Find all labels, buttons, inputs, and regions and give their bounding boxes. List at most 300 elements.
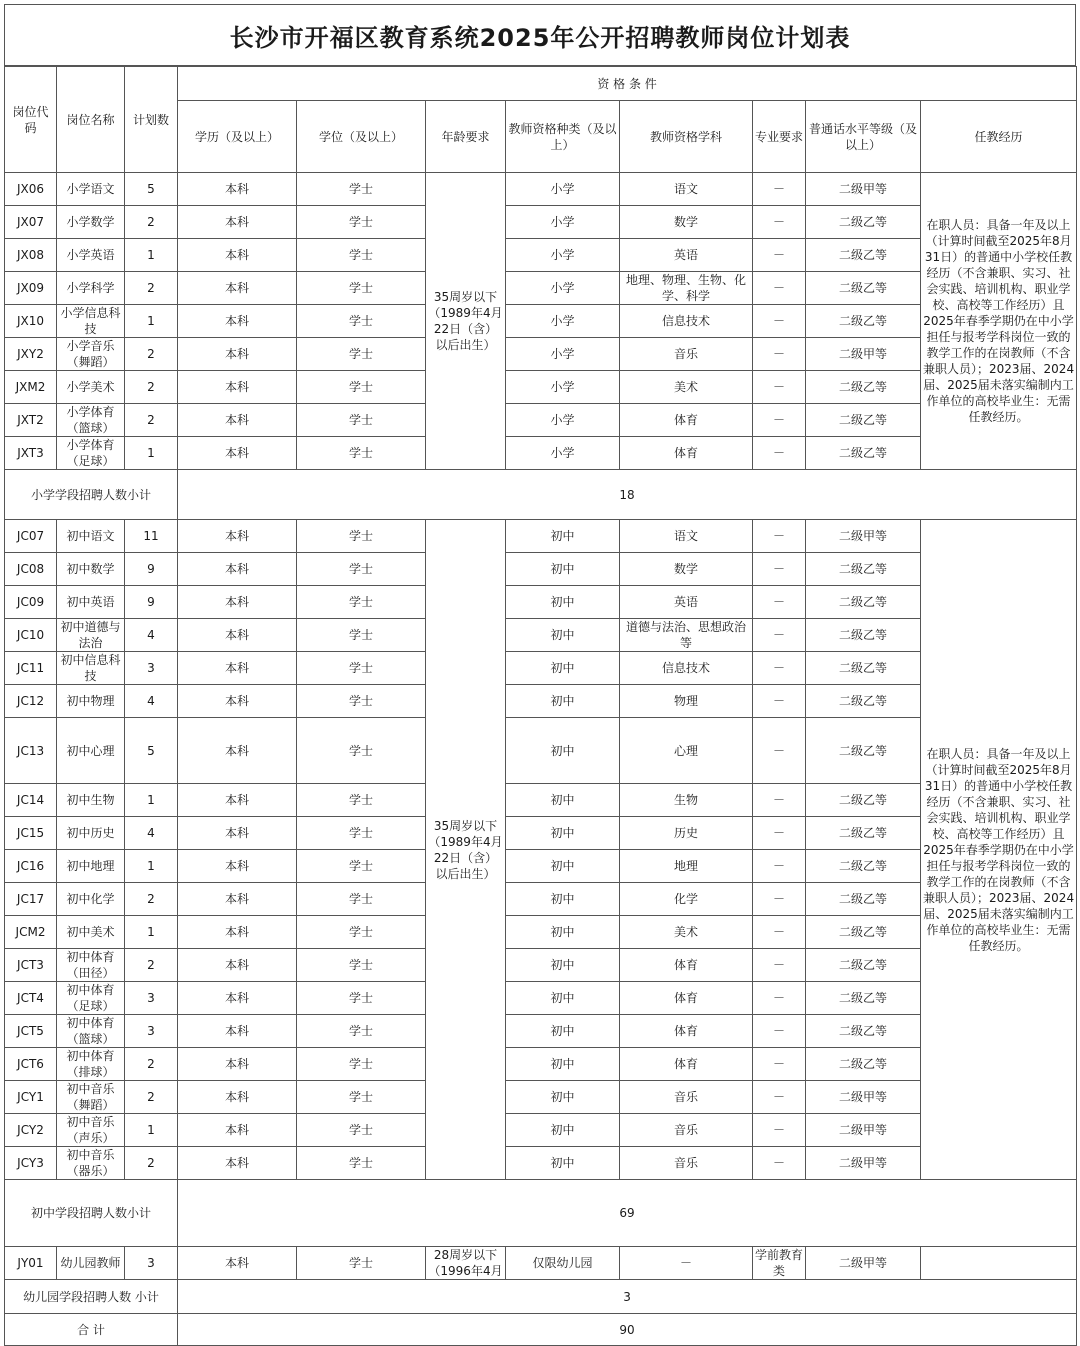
table-row [5,982,1077,1015]
cell-cert-type: 初中 [506,586,620,619]
cell-education: 本科 [178,1247,297,1280]
middle-subtotal [5,1180,1077,1247]
cell-mandarin: 二级甲等 [806,1247,921,1280]
cell-education: 本科 [178,916,297,949]
cell-cert-subject: 道德与法治、思想政治等 [620,619,753,652]
cell-mandarin: 二级乙等 [806,916,921,949]
cell-education: 本科 [178,619,297,652]
cell-cert-type: 初中 [506,1048,620,1081]
cell-cert-subject: 历史 [620,817,753,850]
table-row [5,1147,1077,1180]
cell-count: 1 [125,1114,178,1147]
cell-degree: 学士 [297,1048,426,1081]
cell-education: 本科 [178,371,297,404]
cell-mandarin: 二级乙等 [806,619,921,652]
cell-name: 初中音乐（器乐） [57,1147,125,1180]
table-row [5,1114,1077,1147]
cell-education: 本科 [178,1114,297,1147]
cell-education: 本科 [178,404,297,437]
cell-mandarin: 二级甲等 [806,1081,921,1114]
cell-mandarin: 二级乙等 [806,1015,921,1048]
cell-code: JCT6 [5,1048,57,1081]
table-row [5,718,1077,784]
cell-education: 本科 [178,553,297,586]
table-row [5,850,1077,883]
primary-section [5,173,1077,470]
middle-subtotal-value: 69 [178,1180,1077,1247]
cell-cert-subject: 体育 [620,982,753,1015]
cell-code: JC13 [5,718,57,784]
cell-degree: 学士 [297,305,426,338]
cell-degree: 学士 [297,916,426,949]
cell-cert-type: 小学 [506,404,620,437]
cell-cert-subject: 英语 [620,586,753,619]
cell-code: JX06 [5,173,57,206]
cell-cert-type: 小学 [506,272,620,305]
cell-code: JC07 [5,520,57,553]
cell-cert-subject: 英语 [620,239,753,272]
table-row [5,371,1077,404]
cell-count: 2 [125,272,178,305]
cell-mandarin: 二级乙等 [806,305,921,338]
cell-degree: 学士 [297,1114,426,1147]
header-code: 岗位代码 [5,67,57,173]
kindergarten-section [5,1247,1077,1346]
cell-name: 初中化学 [57,883,125,916]
cell-count: 1 [125,850,178,883]
cell-education: 本科 [178,239,297,272]
cell-code: JX09 [5,272,57,305]
cell-name: 初中音乐（声乐） [57,1114,125,1147]
cell-experience: 在职人员：具备一年及以上（计算时间截至2025年8月31日）的普通中小学校任教经历（不含兼职、实习、社会实践、培训机构、职业学校、高校等工作经历）且2025年春季学期仍在中小学担任与报考学科岗位一致的教学工作的在岗教师（不含兼职人员）；2023届、2024届、2025届未落实编制内工作单位的高校毕业生：无需任教经历。 [921,520,1077,1180]
cell-cert-subject: 信息技术 [620,652,753,685]
cell-education: 本科 [178,338,297,371]
cell-cert-type: 小学 [506,173,620,206]
header-mandarin: 普通话水平等级（及以上） [806,101,921,173]
cell-degree: 学士 [297,1081,426,1114]
cell-mandarin: 二级乙等 [806,817,921,850]
page-title: 长沙市开福区教育系统2025年公开招聘教师岗位计划表 [4,4,1076,66]
cell-name: 初中体育（足球） [57,982,125,1015]
table-row [5,305,1077,338]
cell-name: 初中体育（篮球） [57,1015,125,1048]
header-major: 专业要求 [753,101,806,173]
cell-degree: 学士 [297,982,426,1015]
cell-mandarin: 二级乙等 [806,404,921,437]
cell-major: － [753,520,806,553]
cell-count: 9 [125,553,178,586]
cell-degree: 学士 [297,718,426,784]
cell-education: 本科 [178,1147,297,1180]
cell-code: JCM2 [5,916,57,949]
cell-degree: 学士 [297,784,426,817]
cell-count: 2 [125,1147,178,1180]
cell-mandarin: 二级甲等 [806,520,921,553]
cell-major: － [753,652,806,685]
cell-degree: 学士 [297,371,426,404]
cell-name: 小学英语 [57,239,125,272]
cell-count: 2 [125,1048,178,1081]
cell-cert-type: 仅限幼儿园 [506,1247,620,1280]
cell-cert-subject: 信息技术 [620,305,753,338]
table-row [5,949,1077,982]
header-experience: 任教经历 [921,101,1077,173]
cell-major: － [753,1015,806,1048]
cell-count: 4 [125,619,178,652]
cell-code: JCY1 [5,1081,57,1114]
cell-degree: 学士 [297,685,426,718]
cell-major: － [753,784,806,817]
table-row [5,916,1077,949]
table-row [5,1247,1077,1280]
cell-cert-subject: 体育 [620,1015,753,1048]
cell-cert-type: 初中 [506,982,620,1015]
cell-major: － [753,817,806,850]
cell-cert-subject: 美术 [620,916,753,949]
cell-cert-type: 初中 [506,553,620,586]
total-label: 合 计 [5,1314,178,1346]
cell-code: JCT5 [5,1015,57,1048]
cell-count: 1 [125,916,178,949]
cell-cert-type: 初中 [506,784,620,817]
cell-education: 本科 [178,173,297,206]
table-row [5,652,1077,685]
cell-name: 小学信息科技 [57,305,125,338]
table-row [5,619,1077,652]
cell-name: 初中道德与法治 [57,619,125,652]
cell-cert-type: 小学 [506,206,620,239]
cell-degree: 学士 [297,173,426,206]
cell-cert-subject: 数学 [620,206,753,239]
cell-name: 初中数学 [57,553,125,586]
cell-cert-type: 初中 [506,1147,620,1180]
cell-code: JXT3 [5,437,57,470]
cell-count: 2 [125,1081,178,1114]
cell-code: JCT3 [5,949,57,982]
cell-mandarin: 二级乙等 [806,1048,921,1081]
header-qualifications: 资 格 条 件 [178,67,1077,101]
table-row [5,173,1077,206]
cell-major: － [753,685,806,718]
cell-code: JC10 [5,619,57,652]
cell-degree: 学士 [297,1147,426,1180]
cell-cert-type: 初中 [506,1081,620,1114]
cell-cert-type: 初中 [506,685,620,718]
plan-table [4,66,1077,1346]
cell-cert-type: 初中 [506,883,620,916]
total-value: 90 [178,1314,1077,1346]
cell-major: － [753,1081,806,1114]
cell-degree: 学士 [297,1015,426,1048]
cell-mandarin: 二级乙等 [806,586,921,619]
cell-major: － [753,553,806,586]
cell-mandarin: 二级乙等 [806,437,921,470]
cell-code: JC08 [5,553,57,586]
cell-degree: 学士 [297,817,426,850]
cell-cert-type: 初中 [506,520,620,553]
cell-mandarin: 二级乙等 [806,272,921,305]
cell-cert-subject: 化学 [620,883,753,916]
plan-sheet [4,4,1076,1340]
cell-name: 小学体育（篮球） [57,404,125,437]
cell-education: 本科 [178,206,297,239]
cell-degree: 学士 [297,437,426,470]
cell-cert-type: 初中 [506,1015,620,1048]
cell-code: JC17 [5,883,57,916]
table-row [5,239,1077,272]
cell-count: 2 [125,371,178,404]
cell-count: 1 [125,437,178,470]
cell-education: 本科 [178,586,297,619]
cell-education: 本科 [178,1015,297,1048]
cell-name: 初中英语 [57,586,125,619]
cell-count: 5 [125,718,178,784]
cell-name: 初中地理 [57,850,125,883]
cell-cert-type: 初中 [506,718,620,784]
cell-education: 本科 [178,817,297,850]
cell-major: 学前教育类 [753,1247,806,1280]
cell-education: 本科 [178,437,297,470]
cell-experience: 在职人员：具备一年及以上（计算时间截至2025年8月31日）的普通中小学校任教经历（不含兼职、实习、社会实践、培训机构、职业学校、高校等工作经历）且2025年春季学期仍在中小学担任与报考学科岗位一致的教学工作的在岗教师（不含兼职人员）；2023届、2024届、2025届未落实编制内工作单位的高校毕业生：无需任教经历。 [921,173,1077,470]
cell-name: 小学美术 [57,371,125,404]
table-row [5,1081,1077,1114]
cell-code: JY01 [5,1247,57,1280]
cell-mandarin: 二级乙等 [806,784,921,817]
cell-count: 1 [125,239,178,272]
primary-subtotal [5,470,1077,520]
cell-mandarin: 二级乙等 [806,239,921,272]
header-age: 年龄要求 [426,101,506,173]
cell-major: － [753,338,806,371]
kindergarten-subtotal-label: 幼儿园学段招聘人数 小计 [5,1280,178,1314]
cell-cert-subject: 音乐 [620,1081,753,1114]
table-row [5,520,1077,553]
cell-name: 初中信息科技 [57,652,125,685]
cell-mandarin: 二级乙等 [806,206,921,239]
table-row [5,817,1077,850]
cell-count: 5 [125,173,178,206]
cell-major: － [753,272,806,305]
cell-degree: 学士 [297,338,426,371]
cell-education: 本科 [178,685,297,718]
cell-code: JC14 [5,784,57,817]
cell-degree: 学士 [297,206,426,239]
table-row [5,784,1077,817]
header-education: 学历（及以上） [178,101,297,173]
cell-cert-type: 小学 [506,239,620,272]
cell-education: 本科 [178,883,297,916]
cell-cert-subject: 体育 [620,404,753,437]
cell-code: JX08 [5,239,57,272]
cell-cert-subject: 体育 [620,1048,753,1081]
cell-cert-subject: 体育 [620,437,753,470]
table-row [5,437,1077,470]
cell-age: 28周岁以下（1996年4月 [426,1247,506,1280]
cell-education: 本科 [178,949,297,982]
cell-mandarin: 二级甲等 [806,1114,921,1147]
cell-name: 小学音乐（舞蹈） [57,338,125,371]
cell-code: JXT2 [5,404,57,437]
cell-mandarin: 二级乙等 [806,982,921,1015]
cell-count: 9 [125,586,178,619]
cell-name: 小学数学 [57,206,125,239]
cell-major: － [753,305,806,338]
cell-major: － [753,206,806,239]
cell-degree: 学士 [297,586,426,619]
cell-count: 3 [125,1247,178,1280]
cell-count: 3 [125,982,178,1015]
cell-education: 本科 [178,652,297,685]
cell-major: － [753,404,806,437]
primary-subtotal-value: 18 [178,470,1077,520]
cell-code: JCY2 [5,1114,57,1147]
cell-count: 2 [125,883,178,916]
cell-major: － [753,619,806,652]
cell-name: 小学体育（足球） [57,437,125,470]
cell-cert-subject: 数学 [620,553,753,586]
cell-degree: 学士 [297,652,426,685]
cell-name: 幼儿园教师 [57,1247,125,1280]
cell-count: 11 [125,520,178,553]
cell-education: 本科 [178,784,297,817]
cell-name: 初中心理 [57,718,125,784]
cell-code: JC12 [5,685,57,718]
cell-mandarin: 二级甲等 [806,338,921,371]
table-row [5,272,1077,305]
cell-mandarin: 二级乙等 [806,371,921,404]
cell-cert-subject: 生物 [620,784,753,817]
cell-code: JX10 [5,305,57,338]
cell-mandarin: 二级乙等 [806,949,921,982]
cell-mandarin: 二级乙等 [806,652,921,685]
table-row [5,553,1077,586]
cell-degree: 学士 [297,553,426,586]
table-row [5,586,1077,619]
cell-code: JC11 [5,652,57,685]
cell-major: － [753,1114,806,1147]
cell-degree: 学士 [297,404,426,437]
cell-major: － [753,850,806,883]
cell-degree: 学士 [297,949,426,982]
cell-count: 1 [125,305,178,338]
cell-cert-type: 初中 [506,949,620,982]
cell-degree: 学士 [297,883,426,916]
cell-code: JXM2 [5,371,57,404]
cell-degree: 学士 [297,619,426,652]
middle-section [5,520,1077,1180]
table-row [5,1048,1077,1081]
cell-major: － [753,718,806,784]
cell-degree: 学士 [297,1247,426,1280]
cell-count: 2 [125,404,178,437]
middle-subtotal-label: 初中学段招聘人数小计 [5,1180,178,1247]
cell-cert-type: 初中 [506,916,620,949]
cell-cert-subject: 音乐 [620,1147,753,1180]
header-count: 计划数 [125,67,178,173]
cell-major: － [753,437,806,470]
cell-cert-subject: － [620,1247,753,1280]
kindergarten-subtotal-value: 3 [178,1280,1077,1314]
cell-mandarin: 二级乙等 [806,883,921,916]
cell-experience [921,1247,1077,1280]
header-cert-type: 教师资格种类（及以上） [506,101,620,173]
cell-cert-type: 初中 [506,652,620,685]
cell-degree: 学士 [297,239,426,272]
cell-name: 初中历史 [57,817,125,850]
cell-cert-subject: 地理 [620,850,753,883]
cell-cert-type: 初中 [506,817,620,850]
cell-education: 本科 [178,1081,297,1114]
table-row [5,685,1077,718]
cell-name: 初中体育（排球） [57,1048,125,1081]
cell-education: 本科 [178,305,297,338]
cell-count: 4 [125,817,178,850]
cell-name: 初中体育（田径） [57,949,125,982]
cell-cert-type: 初中 [506,850,620,883]
cell-major: － [753,586,806,619]
cell-code: JC15 [5,817,57,850]
cell-major: － [753,173,806,206]
cell-name: 初中物理 [57,685,125,718]
header-name: 岗位名称 [57,67,125,173]
cell-name: 小学语文 [57,173,125,206]
cell-name: 初中生物 [57,784,125,817]
cell-cert-type: 小学 [506,437,620,470]
cell-cert-subject: 音乐 [620,1114,753,1147]
cell-code: JC16 [5,850,57,883]
cell-count: 2 [125,338,178,371]
cell-name: 初中美术 [57,916,125,949]
cell-name: 初中语文 [57,520,125,553]
cell-education: 本科 [178,982,297,1015]
cell-cert-subject: 地理、物理、生物、化学、科学 [620,272,753,305]
primary-subtotal-label: 小学学段招聘人数小计 [5,470,178,520]
cell-major: － [753,1147,806,1180]
cell-cert-type: 小学 [506,371,620,404]
cell-count: 4 [125,685,178,718]
cell-major: － [753,883,806,916]
cell-cert-type: 小学 [506,338,620,371]
cell-degree: 学士 [297,850,426,883]
cell-mandarin: 二级甲等 [806,1147,921,1180]
cell-cert-subject: 物理 [620,685,753,718]
cell-cert-subject: 语文 [620,520,753,553]
cell-degree: 学士 [297,272,426,305]
cell-mandarin: 二级乙等 [806,553,921,586]
cell-cert-subject: 心理 [620,718,753,784]
cell-count: 3 [125,652,178,685]
table-row [5,404,1077,437]
cell-code: JXY2 [5,338,57,371]
cell-mandarin: 二级甲等 [806,173,921,206]
cell-education: 本科 [178,520,297,553]
table-row [5,1015,1077,1048]
cell-name: 初中音乐（舞蹈） [57,1081,125,1114]
cell-count: 2 [125,949,178,982]
cell-code: JCT4 [5,982,57,1015]
cell-count: 3 [125,1015,178,1048]
cell-major: － [753,916,806,949]
cell-mandarin: 二级乙等 [806,850,921,883]
cell-major: － [753,1048,806,1081]
cell-mandarin: 二级乙等 [806,718,921,784]
cell-code: JC09 [5,586,57,619]
header-degree: 学位（及以上） [297,101,426,173]
cell-major: － [753,371,806,404]
cell-education: 本科 [178,850,297,883]
cell-code: JCY3 [5,1147,57,1180]
cell-education: 本科 [178,272,297,305]
